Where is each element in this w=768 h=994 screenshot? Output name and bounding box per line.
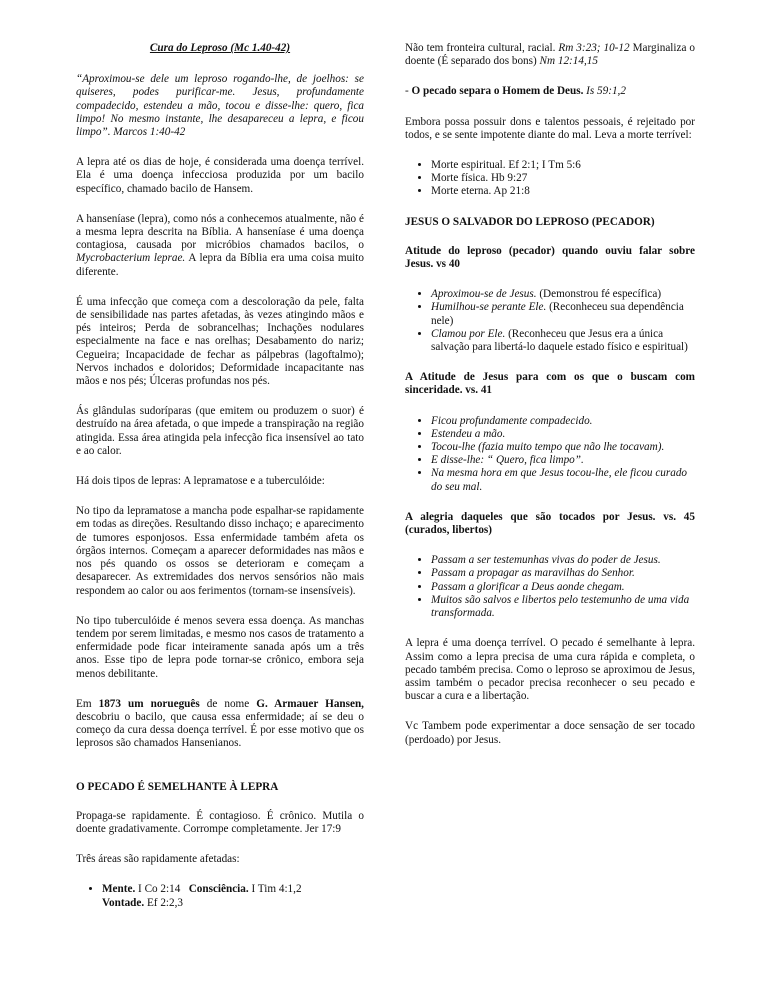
paragraph-lepramatose: No tipo da lepramatose a mancha pode espalhar-se rapidamente em todas as direções. Resultando disso inchaço; e aparecimento de tumores esponjosos. Essa enfermidade também afeta os órgãos internos. Começam a aparecer deformidades nas mãos e nos pés quando os ossos se deterioram e começam a desaparecer. As extremidades dos nervos sensórios não mais respondem ao calor ou aos ferimentos (tornam-se insensíveis). xyxy=(76,505,364,597)
heading-pecado-lepra: O PECADO É SEMELHANTE À LEPRA xyxy=(76,780,279,793)
right-column xyxy=(405,42,695,747)
list-item: • Morte física. Hb 9:27 xyxy=(431,172,695,185)
paragraph-hansen: Em 1873 um norueguês de nome G. Armauer Hansen, descobriu o bacilo, que causa essa enfermidade; aí se deu o começo da cura dessa doença terrível. É por esse motivo que os leprosos são chamados Hansenianos. xyxy=(76,697,364,750)
list-item: • Morte espiritual. Ef 2:1; I Tm 5:6 xyxy=(431,159,695,172)
list-item: • E disse-lhe: “ Quero, fica limpo”. xyxy=(431,454,695,467)
paragraph-hanseniase: A hanseníase (lepra), como nós a conhecemos atualmente, não é a mesma lepra descrita na Bíblia. A hanseníase é uma doença contagiosa, causada por micróbios chamados bacilos, o Mycrobacterium leprae. A lepra da Bíblia era uma coisa muito diferente. xyxy=(76,212,364,278)
paragraph-tipos: Há dois tipos de lepras: A lepramatose e a tuberculóide: xyxy=(76,475,325,488)
list-item: • Humilhou-se perante Ele. (Reconheceu sua dependência nele) xyxy=(431,301,695,327)
jesus-list xyxy=(405,415,695,494)
bible-quote: “Aproximou-se dele um leproso rogando-lhe, de joelhos: se quiseres, podes purificar-me. Jesus, profundamente compadecido, estendeu a mão, tocou e disse-lhe: quero, fica limpo! No mesmo instante, lhe desapareceu a lepra, e ficou limpo”. Marcos 1:40-42 xyxy=(76,73,364,139)
heading-atitude-jesus: A Atitude de Jesus para com os que o buscam com sinceridade. vs. 41 xyxy=(405,371,695,397)
list-item: • Morte eterna. Ap 21:8 xyxy=(431,185,695,198)
paragraph-dons: Embora possa possuir dons e talentos pessoais, é rejeitado por todos, e se sente impotente diante do mal. Leva a morte terrível: xyxy=(405,115,695,141)
list-item: • Passam a glorificar a Deus aonde chegam. xyxy=(431,581,695,594)
paragraph-pecado-caracteristicas: Propaga-se rapidamente. É contagioso. É crônico. Mutila o doente gradativamente. Corrompe completamente. Jer 17:9 xyxy=(76,809,364,835)
paragraph-pecado-separa: - O pecado separa o Homem de Deus. Is 59:1,2 xyxy=(405,85,626,98)
paragraph-convite: Vc Tambem pode experimentar a doce sensação de ser tocado (perdoado) por Jesus. xyxy=(405,720,695,746)
list-item: • Passam a ser testemunhas vivas do poder de Jesus. xyxy=(431,554,695,567)
list-item: • Clamou por Ele. (Reconheceu que Jesus era a única salvação para libertá-lo daquele estado físico e espiritual) xyxy=(431,328,695,354)
paragraph-fronteira: Não tem fronteira cultural, racial. Rm 3:23; 10-12 Marginaliza o doente (É separado dos bons) Nm 12:14,15 xyxy=(405,42,695,68)
paragraph-tres-areas: Três áreas são rapidamente afetadas: xyxy=(76,853,240,866)
paragraph-tuberculoide: No tipo tuberculóide é menos severa essa doença. As manchas tendem por serem limitadas, e mesmo nos casos de tratamento a enfermidade pode ficar inteiramente sanada após um a três anos. Esse tipo de lepra pode tornar-se crônico, embora seja menos debilitante. xyxy=(76,614,364,680)
species-name: Mycrobacterium leprae. xyxy=(76,252,186,265)
heading-alegria: A alegria daqueles que são tocados por Jesus. vs. 45 (curados, libertos) xyxy=(405,510,695,537)
paragraph-lepra-intro: A lepra até os dias de hoje, é considerada uma doença terrível. Ela é uma doença infecciosa produzida por um bacilo específico, chamado bacilo de Hansem. xyxy=(76,156,364,195)
heading-atitude-leproso: Atitude do leproso (pecador) quando ouviu falar sobre Jesus. vs 40 xyxy=(405,244,695,271)
list-item: • Aproximou-se de Jesus. (Demonstrou fé específica) xyxy=(431,288,695,301)
mortes-list xyxy=(405,159,695,199)
alegria-list xyxy=(405,554,695,620)
list-item: • Estendeu a mão. xyxy=(431,428,695,441)
left-column xyxy=(76,42,364,910)
paragraph-sintomas: É uma infecção que começa com a descoloração da pele, falta de sensibilidade nas partes afetadas, às vezes atingindo mãos e pés inteiros; Perda de sobrancelhas; Inchações nodulares especialmente na face e nas orelhas; Desabamento do nariz; Cegueira; Incapacidade de fechar as pálpebras (lagoftalmo); Nervos inchados e doloridos; Deformidade incapacitante nas mãos e nos pés; Úlceras profundas nos pés. xyxy=(76,295,364,388)
list-item: • Muitos são salvos e libertos pelo testemunho de uma vida transformada. xyxy=(431,594,695,620)
list-item: • Na mesma hora em que Jesus tocou-lhe, ele ficou curado do seu mal. xyxy=(431,467,695,493)
paragraph-conclusao: A lepra é uma doença terrível. O pecado é semelhante à lepra. Assim como a lepra precisa de uma cura rápida e completa, o pecado também precisa. Como o leproso se aproximou de Jesus, assim também o pecador precisa reconhecer o seu pecado e buscar a cura e a libertação. xyxy=(405,637,695,703)
areas-list xyxy=(76,883,364,909)
heading-jesus-salvador: JESUS O SALVADOR DO LEPROSO (PECADOR) xyxy=(405,215,655,228)
list-item: • Ficou profundamente compadecido. xyxy=(431,415,695,428)
document-title: Cura do Leproso (Mc 1.40-42) xyxy=(149,42,291,54)
list-item: • Passam a propagar as maravilhas do Senhor. xyxy=(431,567,695,580)
list-item: • Mente. I Co 2:14 Consciência. I Tim 4:1,2 Vontade. Ef 2:2,3 xyxy=(102,883,364,909)
paragraph-glandulas: Ás glândulas sudoríparas (que emitem ou produzem o suor) é destruído na área afetada, o que impede a transpiração na região atingida. Essa área atingida pela infecção fica insensível ao tato e ao calor. xyxy=(76,405,364,457)
atitude-list xyxy=(405,288,695,354)
list-item: • Tocou-lhe (fazia muito tempo que não lhe tocavam). xyxy=(431,441,695,454)
